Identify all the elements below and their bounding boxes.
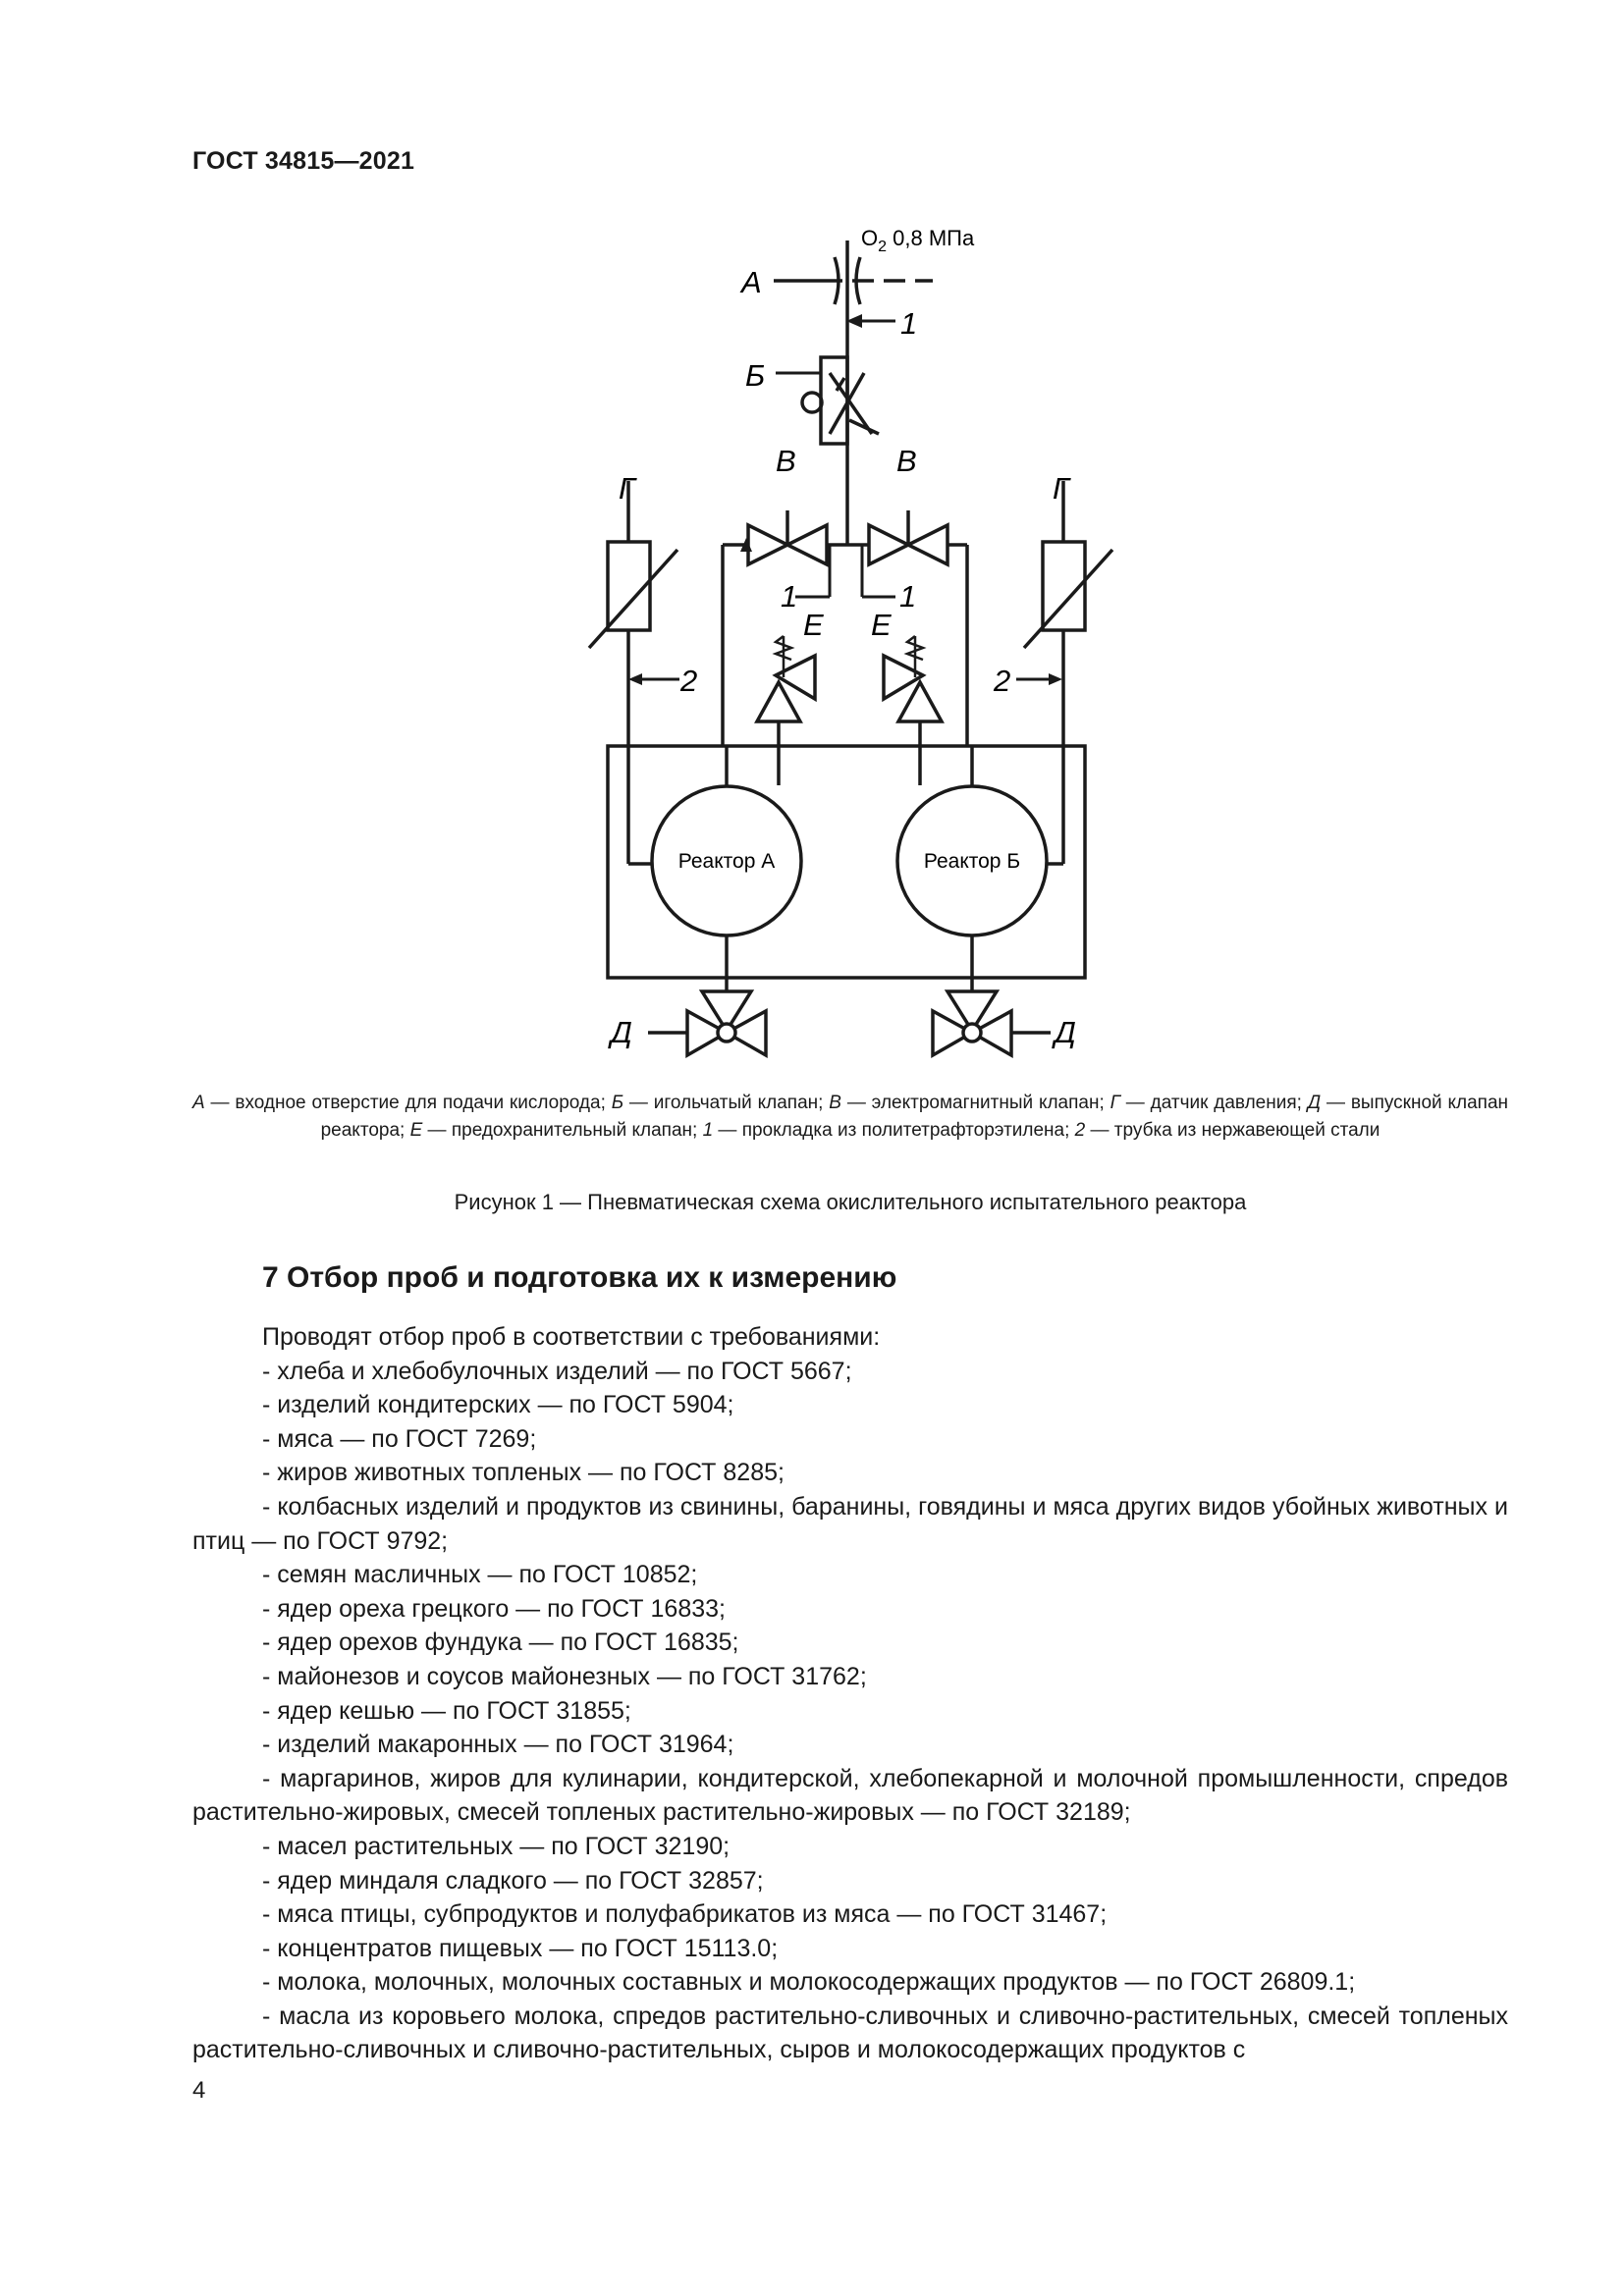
gas-label: $O_2$ 0,8 МПа: [861, 226, 975, 255]
list-item: - мяса — по ГОСТ 7269;: [262, 1424, 537, 1453]
marker-g-right: Г: [1053, 471, 1069, 506]
pneumatic-diagram: [0, 0, 1624, 1099]
list-item: - изделий макаронных — по ГОСТ 31964;: [262, 1731, 734, 1759]
num-2-right: 2: [994, 664, 1011, 698]
marker-a: А: [741, 265, 762, 299]
reactor-b-label: Реактор Б: [923, 850, 1021, 873]
list-item: - ядер кешью — по ГОСТ 31855;: [262, 1696, 631, 1725]
section-body: [192, 1320, 1508, 2067]
marker-d-right: Д: [1055, 1015, 1076, 1049]
marker-v-left: В: [776, 444, 796, 478]
marker-v-right: В: [896, 444, 917, 478]
reactor-a-label: Реактор А: [677, 850, 776, 873]
list-item: - колбасных изделий и продуктов из свинины, баранины, говядины и мяса других видов убойных животных и птиц — по ГОСТ 9792;: [192, 1492, 1508, 1555]
marker-e-left: Е: [803, 608, 824, 642]
intro-paragraph: Проводят отбор проб в соответствии с требованиями:: [262, 1323, 881, 1351]
page-number: 4: [192, 2077, 206, 2104]
marker-b: Б: [745, 358, 766, 393]
num-1-top: 1: [900, 306, 918, 341]
figure-caption: Рисунок 1 — Пневматическая схема окислительного испытательного реактора: [454, 1190, 1247, 1214]
figure-legend: А — входное отверстие для подачи кислорода; Б — игольчатый клапан; В — электромагнитный клапан; Г — датчик давления; Д — выпускной клапан реактора; Е — предохранительный клапан; 1 — прокладка из политетрафторэтилена; 2 — трубка из нержавеющей стали: [192, 1093, 1509, 1141]
marker-e-right: Е: [871, 608, 892, 642]
list-item: - мяса птицы, субпродуктов и полуфабрикатов из мяса — по ГОСТ 31467;: [262, 1900, 1108, 1929]
num-1-left: 1: [781, 579, 798, 614]
list-item: - изделий кондитерских — по ГОСТ 5904;: [262, 1391, 734, 1419]
list-item: - ядер орехов фундука — по ГОСТ 16835;: [262, 1629, 739, 1657]
list-item: - ядер миндаля сладкого — по ГОСТ 32857;: [262, 1866, 764, 1895]
list-item: - ядер ореха грецкого — по ГОСТ 16833;: [262, 1594, 726, 1623]
list-item: - семян масличных — по ГОСТ 10852;: [262, 1561, 698, 1589]
list-item: - жиров животных топленых — по ГОСТ 8285;: [262, 1459, 785, 1487]
list-item: - хлеба и хлебобулочных изделий — по ГОСТ 5667;: [262, 1357, 852, 1385]
marker-d-left: Д: [611, 1015, 632, 1049]
list-item: - майонезов и соусов майонезных — по ГОСТ 31762;: [262, 1662, 867, 1690]
num-1-right: 1: [899, 579, 917, 614]
list-item: - молока, молочных, молочных составных и молокосодержащих продуктов — по ГОСТ 26809.1;: [262, 1968, 1356, 1997]
list-item: - маргаринов, жиров для кулинарии, кондитерской, хлебопекарной и молочной промышленности, спредов растительно-жировых, смесей топленых растительно-жировых — по ГОСТ 32189;: [192, 1764, 1508, 1827]
list-item: - масла из коровьего молока, спредов растительно-сливочных и сливочно-растительных, смесей топленых растительно-сливочных и сливочно-растительных, сыров и молокосодержащих продуктов с: [192, 2002, 1508, 2064]
section-title: 7 Отбор проб и подготовка их к измерению: [262, 1261, 897, 1294]
marker-g-left: Г: [619, 471, 635, 506]
document-header: ГОСТ 34815—2021: [192, 147, 415, 175]
list-item: - масел растительных — по ГОСТ 32190;: [262, 1832, 731, 1860]
num-2-left: 2: [680, 664, 698, 698]
list-item: - концентратов пищевых — по ГОСТ 15113.0;: [262, 1934, 779, 1962]
